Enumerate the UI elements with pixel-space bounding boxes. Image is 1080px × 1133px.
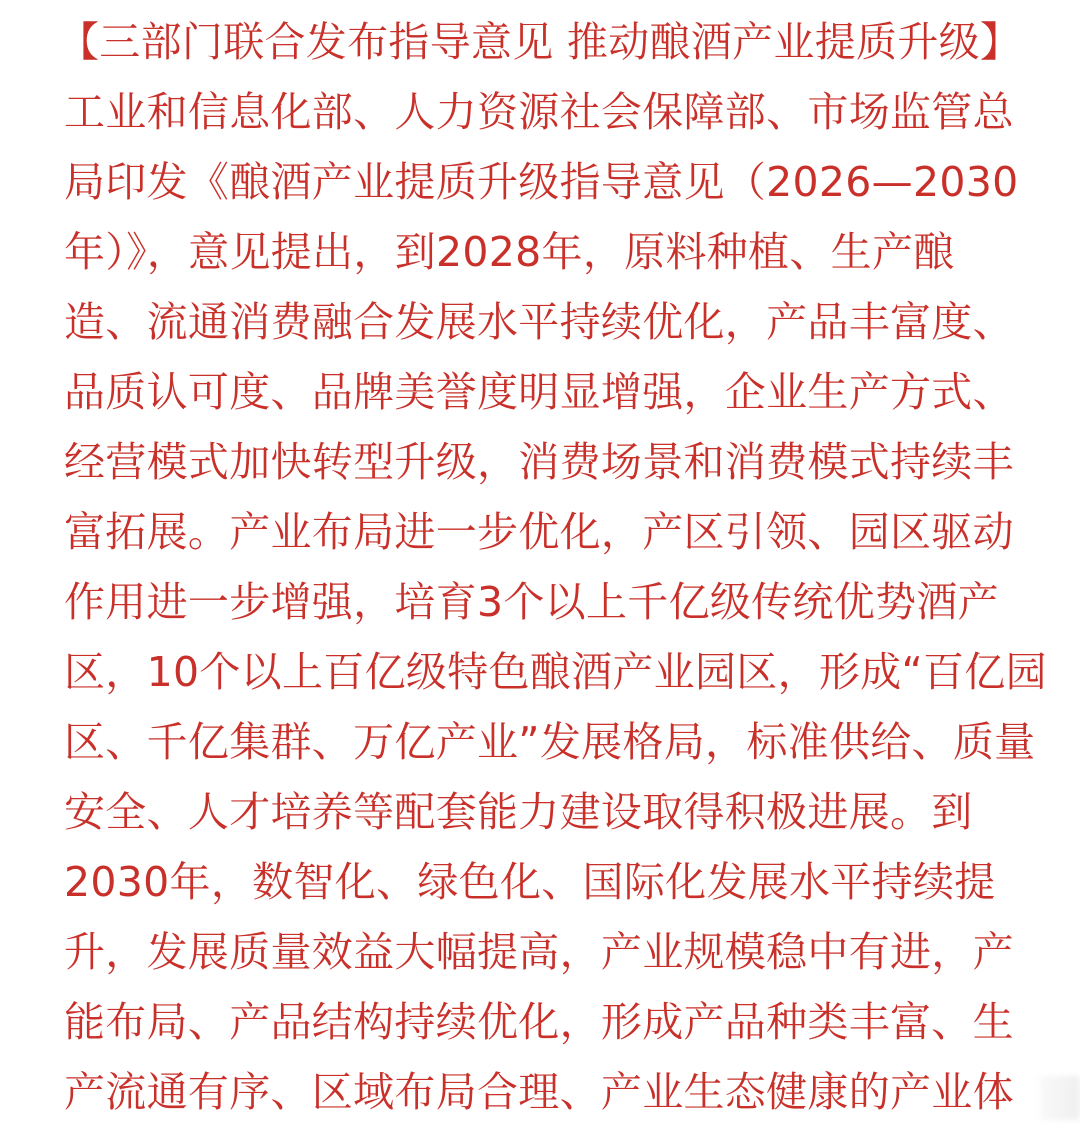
body-line: 造、流通消费融合发展水平持续优化，产品丰富度、 xyxy=(64,298,1014,346)
body-line: 2030年，数智化、绿色化、国际化发展水平持续提 xyxy=(64,858,996,906)
body-line: 能布局、产品结构持续优化，形成产品种类丰富、生 xyxy=(64,998,1014,1046)
body-line: 年）》，意见提出，到2028年，原料种植、生产酿 xyxy=(64,228,955,276)
body-line: 产流通有序、区域布局合理、产业生态健康的产业体 xyxy=(64,1068,1014,1116)
body-line: 经营模式加快转型升级，消费场景和消费模式持续丰 xyxy=(64,438,1014,486)
body-line: 升，发展质量效益大幅提高，产业规模稳中有进，产 xyxy=(64,928,1014,976)
body-line: 工业和信息化部、人力资源社会保障部、市场监管总 xyxy=(64,88,1014,136)
body-line: 品质认可度、品牌美誉度明显增强，企业生产方式、 xyxy=(64,368,1014,416)
article xyxy=(58,7,1074,1127)
body-line: 安全、人才培养等配套能力建设取得积极进展。到 xyxy=(64,788,973,836)
body-line: 作用进一步增强，培育3个以上千亿级传统优势酒产 xyxy=(64,578,999,626)
body-line: 区，10个以上百亿级特色酿酒产业园区，形成“百亿园 xyxy=(64,648,1047,696)
body-line: 富拓展。产业布局进一步优化，产区引领、园区驱动 xyxy=(64,508,1014,556)
article-title: 【三部门联合发布指导意见 推动酿酒产业提质升级】 xyxy=(58,18,1022,66)
body-line: 区、千亿集群、万亿产业”发展格局，标准供给、质量 xyxy=(64,718,1036,766)
body-line: 局印发《酿酒产业提质升级指导意见（2026—2030 xyxy=(64,158,1019,206)
